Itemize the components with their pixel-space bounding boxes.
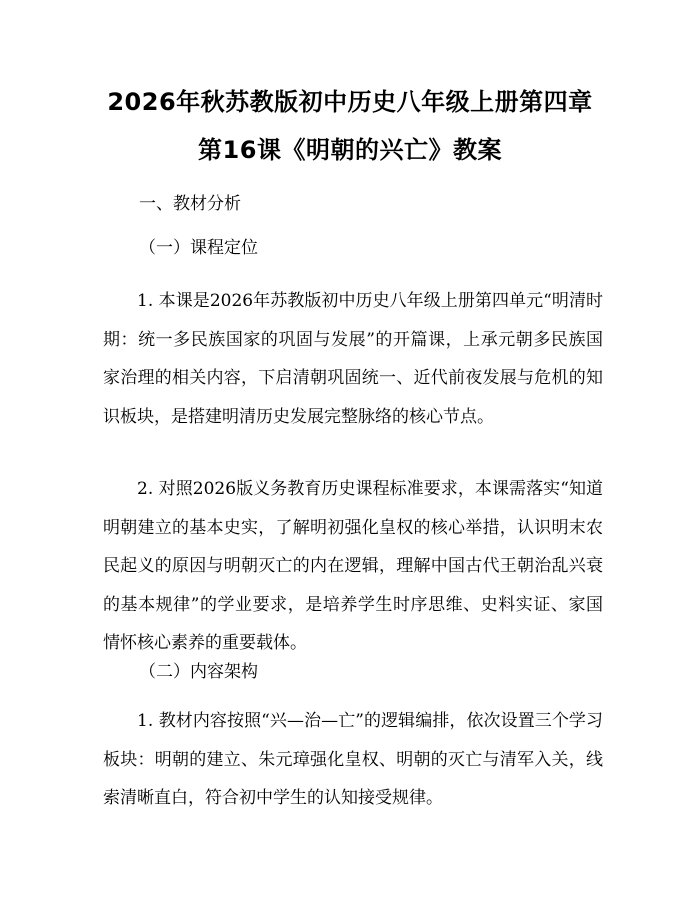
document-title-line1: 2026年秋苏教版初中历史八年级上册第四章	[107, 88, 593, 116]
subsection-heading-course-position: （一）课程定位	[139, 238, 258, 258]
paragraph-course-position-1: 1. 本课是2026年苏教版初中历史八年级上册第四单元“明清时期：统一多民族国家的巩固与发展”的开篇课，上承元朝多民族国家治理的相关内容，下启清朝巩固统一、近代前夜发展与危机的知识板块，是搭建明清历史发展完整脉络的核心节点。	[103, 291, 603, 427]
document-title-line2: 第16课《明朝的兴亡》教案	[198, 136, 502, 164]
subsection-heading-content-structure: （二）内容架构	[139, 662, 258, 682]
section-heading-textbook-analysis: 一、教材分析	[139, 194, 241, 214]
paragraph-course-position-2: 2. 对照2026版义务教育历史课程标准要求，本课需落实“知道明朝建立的基本史实，了解明初强化皇权的核心举措，认识明末农民起义的原因与明朝灭亡的内在逻辑，理解中国古代王朝治乱兴衰的基本规律”的学业要求，是培养学生时序思维、史料实证、家国情怀核心素养的重要载体。	[103, 479, 603, 653]
paragraph-content-structure-1: 1. 教材内容按照“兴—治—亡”的逻辑编排，依次设置三个学习板块：明朝的建立、朱元璋强化皇权、明朝的灭亡与清军入关，线索清晰直白，符合初中学生的认知接受规律。	[103, 711, 603, 808]
